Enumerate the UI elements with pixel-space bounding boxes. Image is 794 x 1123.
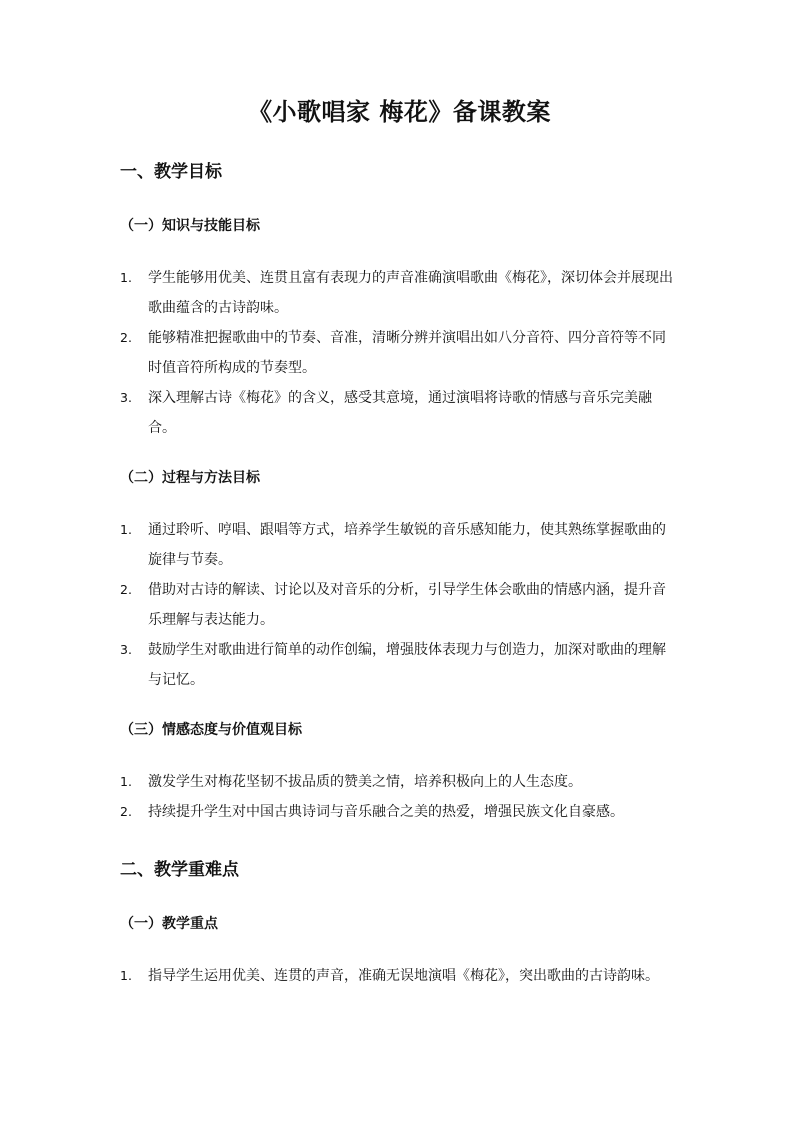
list-item <box>120 263 679 323</box>
subsection-heading-knowledge-skills: （一）知识与技能目标 <box>120 218 260 234</box>
list-item <box>120 323 679 383</box>
list-item-text: 持续提升学生对中国古典诗词与音乐融合之美的热爱，增强民族文化自豪感。 <box>148 804 624 820</box>
list-item <box>120 515 679 575</box>
list-item <box>120 635 679 695</box>
section-heading-objectives: 一、教学目标 <box>120 162 222 182</box>
knowledge-skills-list <box>120 263 679 443</box>
list-item <box>120 767 679 797</box>
process-methods-list <box>120 515 679 695</box>
list-item-text: 激发学生对梅花坚韧不拔品质的赞美之情，培养积极向上的人生态度。 <box>148 774 582 790</box>
list-item-number: 2. <box>120 330 132 345</box>
list-item <box>120 383 679 443</box>
list-item <box>120 961 679 991</box>
subsection-heading-key-points: （一）教学重点 <box>120 916 218 932</box>
subsection-heading-process-methods: （二）过程与方法目标 <box>120 470 260 486</box>
list-item-number: 3. <box>120 642 132 657</box>
list-item-text: 深入理解古诗《梅花》的含义，感受其意境，通过演唱将诗歌的情感与音乐完美融合。 <box>148 390 652 436</box>
list-item-number: 1. <box>120 522 132 537</box>
list-item <box>120 575 679 635</box>
list-item-number: 1. <box>120 968 132 983</box>
list-item-number: 3. <box>120 390 132 405</box>
list-item-text: 通过聆听、哼唱、跟唱等方式，培养学生敏锐的音乐感知能力，使其熟练掌握歌曲的旋律与节奏。 <box>148 522 666 568</box>
list-item-text: 学生能够用优美、连贯且富有表现力的声音准确演唱歌曲《梅花》，深切体会并展现出歌曲蕴含的古诗韵味。 <box>148 270 673 316</box>
list-item-text: 鼓励学生对歌曲进行简单的动作创编，增强肢体表现力与创造力，加深对歌曲的理解与记忆。 <box>148 642 666 688</box>
list-item <box>120 797 679 827</box>
list-item-text: 能够精准把握歌曲中的节奏、音准，清晰分辨并演唱出如八分音符、四分音符等不同时值音符所构成的节奏型。 <box>148 330 666 376</box>
list-item-text: 指导学生运用优美、连贯的声音，准确无误地演唱《梅花》，突出歌曲的古诗韵味。 <box>148 968 659 984</box>
list-item-number: 1. <box>120 774 132 789</box>
subsection-heading-emotion-values: （三）情感态度与价值观目标 <box>120 722 302 738</box>
document-title: 《小歌唱家 梅花》备课教案 <box>248 98 551 126</box>
key-points-list <box>120 961 679 991</box>
list-item-number: 2. <box>120 804 132 819</box>
list-item-number: 1. <box>120 270 132 285</box>
section-heading-key-difficult-points: 二、教学重难点 <box>120 860 239 880</box>
list-item-text: 借助对古诗的解读、讨论以及对音乐的分析，引导学生体会歌曲的情感内涵，提升音乐理解与表达能力。 <box>148 582 666 628</box>
emotion-values-list <box>120 767 679 827</box>
list-item-number: 2. <box>120 582 132 597</box>
